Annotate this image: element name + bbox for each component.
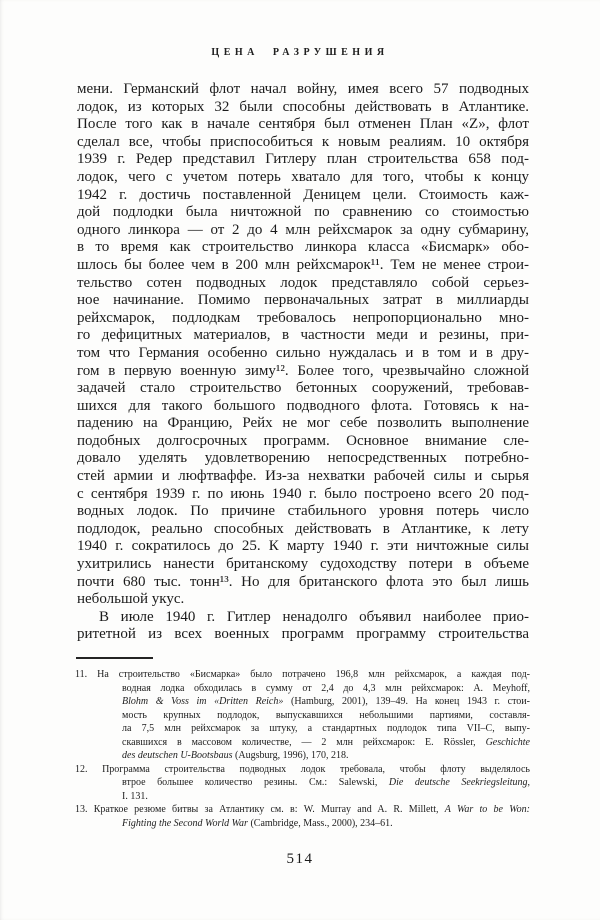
body-line: ухитрились нанести британскому судоходству потери в объеме xyxy=(77,556,529,573)
body-line: гом в первую военную зиму¹². Более того, чрезвычайно сложной xyxy=(77,362,529,379)
body-line: шихся для такого большого подводного флота. Готовясь к на- xyxy=(77,397,529,414)
footnote-text: , xyxy=(527,777,530,788)
footnote-line xyxy=(75,722,530,736)
footnote-line xyxy=(75,790,530,804)
body-line: лодок, из которых 32 были способны действовать в Атлантике. xyxy=(77,98,529,115)
footnote-line xyxy=(75,803,530,817)
body-line: 1942 г. достичь поставленной Деницем цели. Стоимость каж- xyxy=(77,186,529,203)
body-line: лодок, чего с учетом потерь хватало для того, чтобы к концу xyxy=(77,168,529,185)
footnote-text: ла 7,5 млн рейхсмарок за штуку, а стандартных подлодок типа VII–C, выпу- xyxy=(122,723,530,734)
footnote-text: 13. Краткое резюме битвы за Атлантику см. в: W. Murray and A. R. Millett, xyxy=(75,804,445,815)
body-line: В июле 1940 г. Гитлер ненадолго объявил наиболее прио- xyxy=(99,608,529,625)
footnote-title-italic: A War to be Won: xyxy=(444,804,530,815)
body-line: стей армии и люфтваффе. Из-за нехватки рабочей силы и сырья xyxy=(77,468,529,485)
footnote-text: водная лодка обходилась в сумму от 2,4 до 4,3 млн рейхсмарок: A. Meyhoff, xyxy=(122,682,530,694)
running-header: ЦЕНА РАЗРУШЕНИЯ xyxy=(211,47,389,58)
body-line: небольшой укус. xyxy=(77,591,185,608)
body-line: 1939 г. Редер представил Гитлеру план строительства 658 под- xyxy=(77,151,529,168)
body-line: почти 680 тыс. тонн¹³. Но для британского флота это был лишь xyxy=(77,573,529,590)
body-line: довало уделять удовлетворению непосредственных потребно- xyxy=(77,450,529,467)
body-line: подлодок, реально способных действовать в Атлантике, к лету xyxy=(77,520,529,537)
footnote-line xyxy=(75,709,530,723)
footnote-line xyxy=(75,763,530,777)
footnote-separator xyxy=(76,657,153,659)
footnote-title-italic: des deutschen U-Bootsbaus xyxy=(122,750,233,761)
body-line: го дефицитных материалов, в частности меди и резины, при- xyxy=(77,327,529,344)
body-line: том что Германия особенно сильно нуждалась и в том и в дру- xyxy=(77,344,529,361)
body-line: водных лодок. По причине стабильного уровня потерь число xyxy=(77,503,529,520)
body-line: мени. Германский флот начал войну, имея всего 57 подводных xyxy=(77,81,529,97)
body-line: 1940 г. сократилось до 25. К марту 1940 г. эти ничтожные силы xyxy=(77,538,529,555)
footnote-text: 12. Программа строительства подводных лодок требовала, чтобы флоту выделялось xyxy=(75,763,530,775)
body-line: тельство сотен подводных лодок представляло собой серьез- xyxy=(77,274,529,291)
body-line: дой подлодки была ничтожной по сравнению со стоимостью xyxy=(77,204,529,221)
footnote-text: I. 131. xyxy=(122,790,148,802)
body-line: После того как в начале сентября был отменен План «Z», флот xyxy=(77,116,529,133)
footnote-text: (Hamburg, 2001), 139–49. На конец 1943 г. стои- xyxy=(283,696,530,707)
body-line: ное начинание. Помимо первоначальных затрат в миллиарды xyxy=(77,292,529,309)
footnotes xyxy=(75,668,530,830)
body-text xyxy=(77,81,529,644)
body-line: задачей стало строительство бетонных сооружений, требовав- xyxy=(77,380,529,397)
footnote-line xyxy=(75,776,530,790)
body-line: ритетной из всех военных программ программу строительства xyxy=(77,626,529,643)
footnote-line xyxy=(75,736,530,750)
body-line: сделал все, чтобы приспособиться к новым реалиям. 10 октября xyxy=(77,133,529,150)
footnote-text: (Cambridge, Mass., 2000), 234–61. xyxy=(247,817,393,829)
body-line: падению на Францию, Рейх не мог себе позволить выполнение xyxy=(77,415,529,432)
footnote-line xyxy=(75,682,530,696)
footnote-text: 11. На строительство «Бисмарка» было потрачено 196,8 млн рейхсмарок, а каждая под- xyxy=(75,669,530,680)
footnote-title-italic: Die deutsche Seekriegsleitung xyxy=(388,777,528,788)
footnote-title-italic: Blohm & Voss im «Dritten Reich» xyxy=(122,696,284,707)
body-line: подобных долгосрочных программ. Основное внимание сле- xyxy=(77,432,529,449)
footnote-line xyxy=(75,749,530,763)
body-line: шлось бы более чем в 200 млн рейхсмарок¹¹. Тем не менее строи- xyxy=(77,256,529,273)
footnote-text: скавшихся в массовом количестве, — 2 млн рейхсмарок: E. Rössler, xyxy=(122,736,486,748)
footnote-title-italic: Geschichte xyxy=(485,736,530,748)
footnote-text: (Augsburg, 1996), 170, 218. xyxy=(232,750,349,761)
footnote-title-italic: Fighting the Second World War xyxy=(122,817,248,829)
body-line: одного линкора — от 2 до 4 млн рейхсмарок за одну субмарину, xyxy=(77,221,529,238)
body-line: в то время как строительство линкора класса «Бисмарк» обо- xyxy=(77,239,529,256)
footnote-text: мость крупных подлодок, выпускавшихся небольшими партиями, составля- xyxy=(122,709,530,721)
footnote-text: втрое большее количество резины. См.: Salewski, xyxy=(122,777,389,788)
footnote-line xyxy=(75,668,530,682)
footnote-line xyxy=(75,817,530,831)
page-number: 514 xyxy=(286,851,314,867)
body-line: рейхсмарок, подлодкам требовалось непропорционально мно- xyxy=(77,309,529,326)
footnote-line xyxy=(75,695,530,709)
body-line: с сентября 1939 г. по июнь 1940 г. было построено всего 20 под- xyxy=(77,485,529,502)
